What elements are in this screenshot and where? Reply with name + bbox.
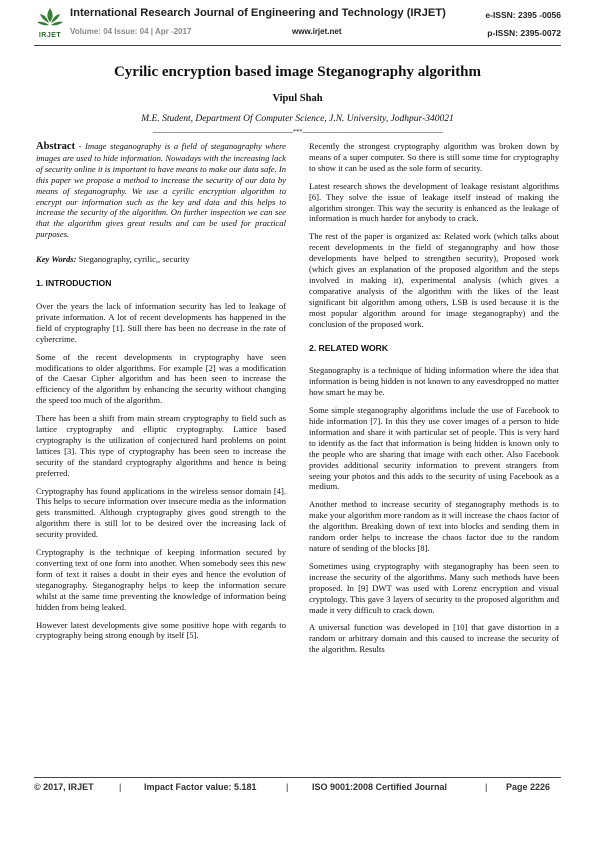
paragraph: Another method to increase security of steganography methods is to make your algorithm more random as it will increase the chaos factor of the algorithm. Breaking down of text into blocks and sending them in random order helps to increase the chaos factor due to the random nature of sending of the blocks [8]. [309, 499, 559, 553]
paragraph: Some of the recent developments in cryptography have seen modifications to older algorithms. For example [2] was a modification of the Caesar Cipher algorithm and has been seen to increase the efficiency of the algorithm by enhancing the security without changing the speed too much of the algorithm. [36, 351, 286, 406]
abstract [36, 141, 286, 240]
page-number: Page 2226 [506, 782, 551, 792]
p-issn: p-ISSN: 2395-0072 [487, 28, 561, 38]
e-issn: e-ISSN: 2395 -0056 [485, 10, 561, 20]
footer-divider-bar: | [286, 782, 289, 792]
paragraph: The rest of the paper is organized as: Related work (which talks about recent developments in the field of steganography and how those developments have helped to strengthen security), Proposed work (which gives an explanation of the proposed algorithm and the steps involved in making it), experimental analysis (which gives a comparative analysis of the algorithm with the likes of the least significant bit algorithm among others, LSB is used because it is the most popular algorithm around for image steganography) and the conclusion of the proposed work. [309, 231, 559, 329]
keywords-text: Steganography, cyrilic,, security [76, 254, 190, 265]
logo-text: IRJET [38, 32, 62, 39]
paragraph: Cryptography has found applications in the wireless sensor domain [4]. This helps to secure information over insecure media as the information gets transmitted. Although cryptography gives good strength to the algorithm there is still lot to be desired over the increasing lack of security provided. [36, 485, 286, 540]
journal-website-link[interactable]: www.irjet.net [292, 27, 342, 36]
footer-iso: ISO 9001:2008 Certified Journal [312, 782, 448, 792]
paragraph: However latest developments give some positive hope with regards to cryptography being strong enough by itself [5]. [36, 619, 286, 641]
paragraph: Some simple steganography algorithms include the use of Facebook to hide information [7]. In this they use cover images of a person to hide information and share it with particular set of people. This is very hard to identify as the fact that information is being hidden is known only to the people who are sharing that image with each other. Also Facebook provides additional security information to prevent strangers from seeing your photos and this adds to the security of using Facebook as a medium. [309, 405, 559, 492]
keywords-label: Key Words: [36, 254, 77, 265]
paragraph: Cryptography is the technique of keeping information secured by converting text of one form into another. When somebody sees this new form of text it raises a doubt in their eyes and hence the evolution of steganography. Steganography helps to keep the information secure whilst at the same time preventing the knowledge of information being hidden from being leaked. [36, 547, 286, 612]
section-heading-introduction: 1. INTRODUCTION [36, 278, 112, 289]
paragraph: Steganography is a technique of hiding information where the idea that information is being hidden is not known to any eavesdropped no matter how smart he may be. [309, 365, 559, 398]
section-heading-related-work: 2. RELATED WORK [309, 342, 389, 353]
right-column [309, 141, 559, 662]
left-column [36, 141, 286, 648]
title-separator: ---------------------------------------------------------------------***--------------------------------------------------------------------- [152, 128, 443, 136]
author-affiliation: M.E. Student, Department Of Computer Science, J.N. University, Jodhpur-340021 [141, 114, 454, 124]
page-footer [34, 782, 561, 796]
paragraph: Sometimes using cryptography with steganography has been seen to increase the security of the algorithms. Many such methods have been proposed. In [9] DWT was used with Lorenz encryption and visual cryptology. This gave 3 layers of security to the proposed algorithm and made it very difficult to crack down. [309, 560, 559, 615]
footer-copyright: © 2017, IRJET [34, 782, 94, 792]
footer-divider [34, 777, 561, 778]
abstract-dash: - [75, 141, 85, 151]
footer-impact-factor: Impact Factor value: 5.181 [144, 782, 257, 792]
keywords [36, 254, 286, 265]
abstract-heading: Abstract [36, 141, 76, 152]
paragraph: A universal function was developed in [10] that gave distortion in a random or arbitrary domain and this caused to increase the security of the algorithm. Results [309, 622, 559, 655]
paragraph: Latest research shows the development of leakage resistant algorithms [6]. They solve the issue of leakage itself instead of making the algorithm stronger. This way the security is enhanced as the leakage of information is much harder for anybody to crack. [309, 180, 559, 224]
footer-divider-bar: | [485, 782, 488, 792]
journal-header [34, 6, 561, 42]
footer-divider-bar: | [119, 782, 122, 792]
abstract-text: Image steganography is a field of steganography where images are used to hide information. Nowadays with the increasing lack of security online it is important to have means to make our data safe. In this paper we propose a method to increase the security of our data by means of steganography. We use a cyrilic encryption algorithm to encrypt our information such as the key and data and this helps to increase the security of the algorithm. On further inspection we can see that the algorithm gives great results and can be used for practical purposes. [36, 141, 286, 240]
paper-title: Cyrilic encryption based image Steganography algorithm [113, 64, 482, 80]
paragraph: Over the years the lack of information security has led to leakage of private information. A lot of recent developments has happened in the field of cryptography [1]. Still there has been no decrease in the rate of cybercrime. [36, 300, 286, 344]
paper-author: Vipul Shah [272, 93, 323, 104]
journal-title: International Research Journal of Engineering and Technology (IRJET) [70, 7, 446, 19]
paragraph: There has been a shift from main stream cryptography to field such as lattice cryptography and elliptic cryptography. Lattice based cryptography is the utilization of conjectured hard problems on point lattices [3]. This type of cryptography has been seen to increase the security of the standard cryptography algorithms and hence is being preferred. [36, 413, 286, 478]
volume-issue: Volume: 04 Issue: 04 | Apr -2017 [70, 27, 192, 36]
paragraph: Recently the strongest cryptography algorithm was broken down by means of a super computer. So there is still some time for cryptography to show it can be used as the sole form of security. [309, 141, 559, 173]
header-divider [34, 45, 561, 46]
